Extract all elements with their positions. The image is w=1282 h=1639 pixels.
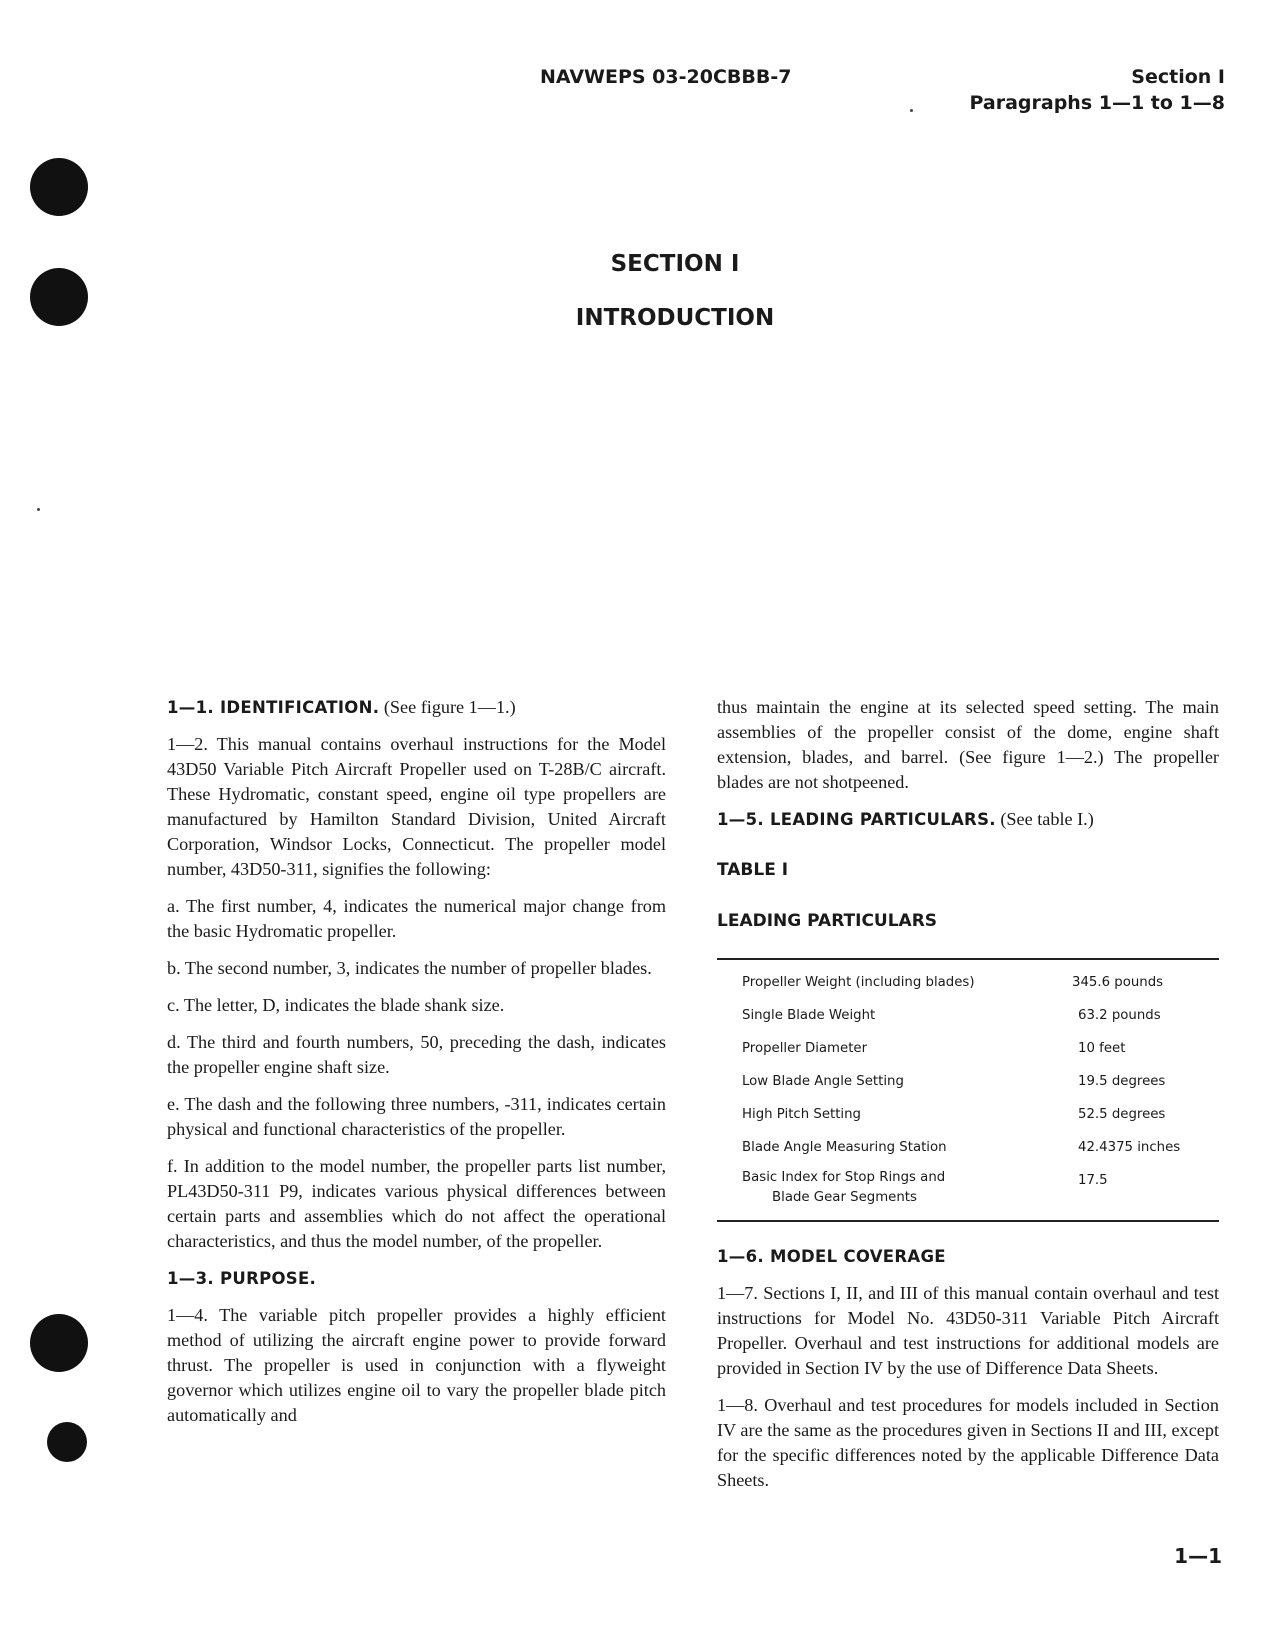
heading-model-coverage: 1—6. MODEL COVERAGE <box>717 1247 946 1266</box>
table-row <box>717 1168 1219 1214</box>
paragraph-1-2: 1—2. This manual contains overhaul instructions for the Model 43D50 Variable Pitch Aircraft Propeller used on T-28B/C aircraft. These Hydromatic, constant speed, engine oil type propellers are manufactured by Hamilton Standard Division, United Aircraft Corporation, Windsor Locks, Connecticut. The propeller model number, 43D50-311, signifies the following: <box>167 734 666 879</box>
paragraph-1-7: 1—7. Sections I, II, and III of this manual contain overhaul and test instructions for Model No. 43D50-311 Variable Pitch Aircraft Propeller. Overhaul and test instructions for additional models are provided in Section IV by the use of Difference Data Sheets. <box>717 1283 1219 1378</box>
item-c: c. The letter, D, indicates the blade shank size. <box>167 995 505 1015</box>
section-label: Section I <box>1131 66 1225 88</box>
row-value: 17.5 <box>1078 1173 1108 1188</box>
table-subtitle: LEADING PARTICULARS <box>717 911 938 931</box>
row-label: Basic Index for Stop Rings and Blade Gear Segments <box>742 1170 946 1205</box>
paragraph-1-4: 1—4. The variable pitch propeller provides a highly efficient method of utilizing the aircraft engine power to provide forward thrust. The propeller is used in conjunction with a flyweight governor which utilizes engine oil to vary the propeller blade pitch automatically and <box>167 1305 666 1425</box>
heading-purpose: 1—3. PURPOSE. <box>167 1269 317 1288</box>
item-f: f. In addition to the model number, the propeller parts list number, PL43D50-311 P9, indicates various physical differences between certain parts and assemblies which do not affect the operational characteristics, and thus the model number, of the propeller. <box>167 1156 666 1251</box>
row-label: Propeller Weight (including blades) <box>742 975 975 990</box>
item-d: d. The third and fourth numbers, 50, preceding the dash, indicates the propeller engine shaft size. <box>167 1032 666 1077</box>
row-value: 52.5 degrees <box>1078 1107 1166 1122</box>
row-label: High Pitch Setting <box>742 1107 861 1122</box>
table-row <box>717 1135 1219 1168</box>
page-number: 1—1 <box>1174 1544 1222 1568</box>
table-row <box>717 1003 1219 1036</box>
binder-hole <box>30 158 88 216</box>
paragraph-1-8: 1—8. Overhaul and test procedures for models included in Section IV are the same as the procedures given in Sections II and III, except for the specific differences noted by the applicable Difference Data Sheets. <box>717 1395 1219 1490</box>
row-label: Propeller Diameter <box>742 1041 868 1056</box>
heading-leading-particulars: 1—5. LEADING PARTICULARS. (See table I.) <box>717 809 1094 829</box>
row-value: 42.4375 inches <box>1078 1140 1181 1155</box>
paragraph-1-4-continued: thus maintain the engine at its selected speed setting. The main assemblies of the propeller consist of the dome, engine shaft extension, blades, and barrel. (See figure 1—2.) The propeller blades are not shotpeened. <box>717 697 1219 792</box>
table-title: TABLE I <box>717 860 789 880</box>
row-label: Blade Angle Measuring Station <box>742 1140 947 1155</box>
paragraph-range: Paragraphs 1—1 to 1—8 <box>969 92 1225 114</box>
doc-number: NAVWEPS 03-20CBBB-7 <box>540 66 792 88</box>
table-row <box>717 1102 1219 1135</box>
left-column <box>167 695 666 1440</box>
binder-hole <box>47 1422 87 1462</box>
right-column <box>717 695 1219 1505</box>
heading-identification: 1—1. IDENTIFICATION. (See figure 1—1.) <box>167 697 516 717</box>
item-a: a. The first number, 4, indicates the numerical major change from the basic Hydromatic propeller. <box>167 896 666 941</box>
section-title: SECTION I <box>610 251 740 277</box>
section-name: INTRODUCTION <box>575 305 775 331</box>
row-value: 19.5 degrees <box>1078 1074 1166 1089</box>
speck <box>910 109 913 112</box>
row-value: 10 feet <box>1078 1041 1126 1056</box>
speck <box>37 508 40 511</box>
row-label: Single Blade Weight <box>742 1008 876 1023</box>
table-row <box>717 1036 1219 1069</box>
table-row <box>717 970 1219 1003</box>
row-label: Low Blade Angle Setting <box>742 1074 904 1089</box>
row-value: 345.6 pounds <box>1072 975 1164 990</box>
binder-hole <box>30 1314 88 1372</box>
item-b: b. The second number, 3, indicates the number of propeller blades. <box>167 958 652 978</box>
table-row <box>717 1069 1219 1102</box>
item-e: e. The dash and the following three numbers, -311, indicates certain physical and functional characteristics of the propeller. <box>167 1094 666 1139</box>
leading-particulars-table <box>717 970 1219 1214</box>
row-value: 63.2 pounds <box>1078 1008 1161 1023</box>
